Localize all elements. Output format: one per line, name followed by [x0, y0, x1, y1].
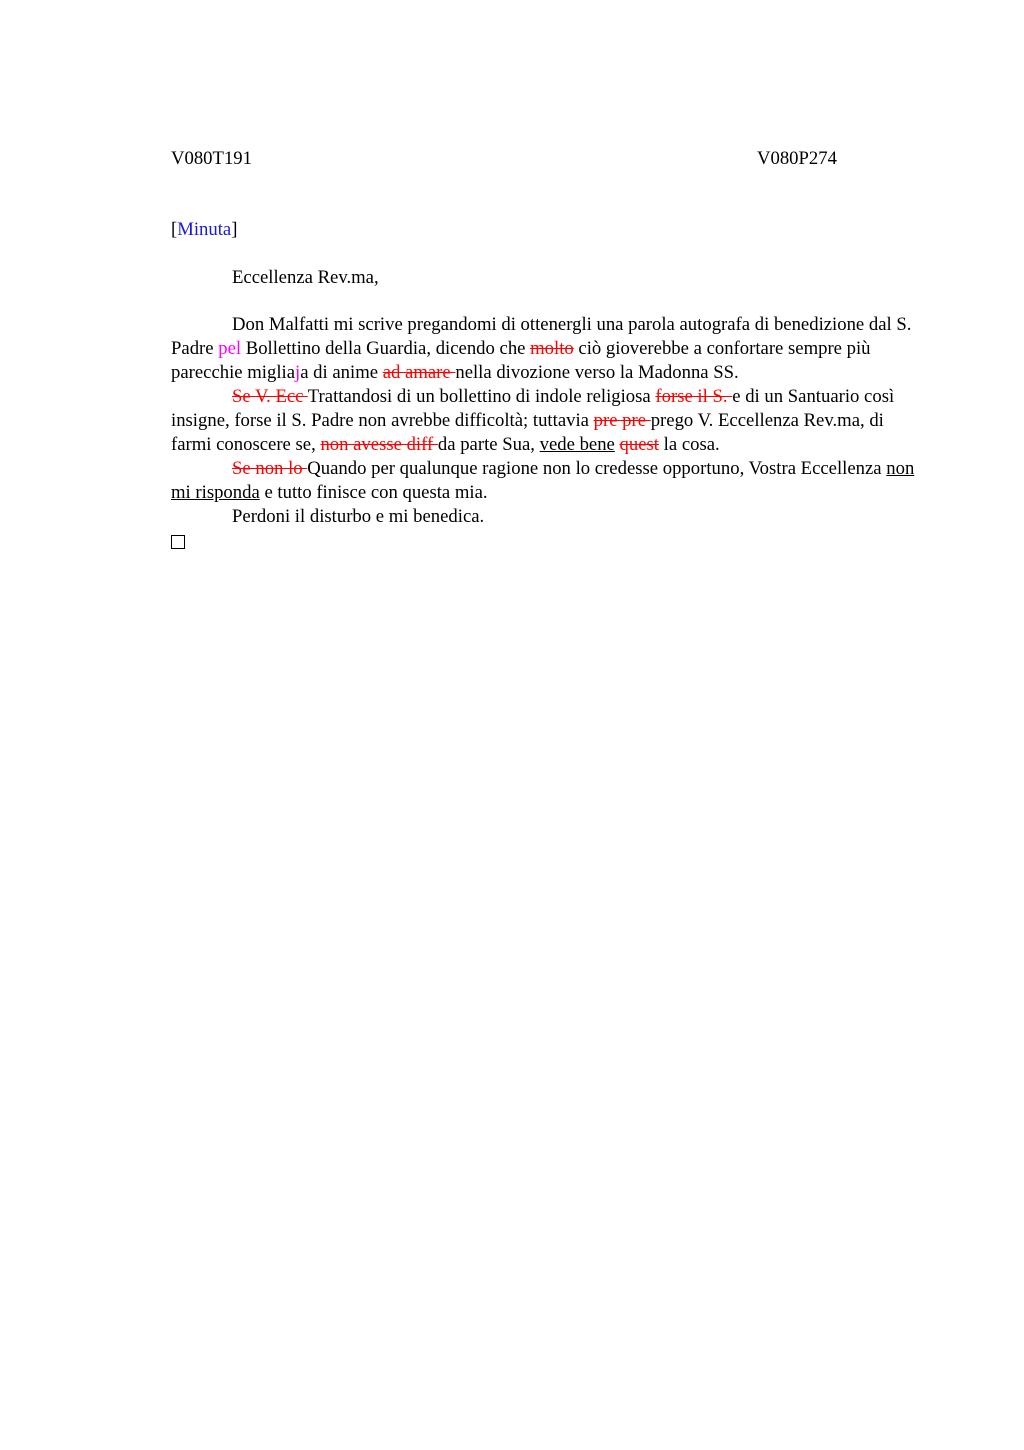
deletion: pre pre: [593, 410, 651, 431]
minuta-text: Minuta: [177, 219, 232, 240]
bracket-close: ]: [231, 219, 238, 240]
text: Bollettino della Guardia, dicendo che: [241, 338, 531, 359]
deletion: forse il S.: [655, 386, 733, 407]
text: nella divozione verso la Madonna SS.: [455, 362, 739, 383]
underlined-text: vede bene: [539, 434, 615, 455]
text: Trattandosi di un bollettino di indole religiosa: [307, 386, 656, 407]
text: prego V. Eccellenza Rev.ma, di farmi conoscere se,: [171, 410, 884, 455]
document-code-right: V080P274: [757, 148, 837, 169]
end-marker: [171, 529, 923, 556]
deletion: non avesse diff: [320, 434, 438, 455]
insertion: j: [295, 362, 301, 383]
paragraph-4: Perdoni il disturbo e mi benedica.: [232, 506, 485, 527]
text: Quando per qualunque ragione non lo credesse opportuno, Vostra Eccellenza: [307, 458, 887, 479]
deletion: Se non lo: [232, 458, 308, 479]
document-code-left: V080T191: [171, 148, 252, 169]
paragraph-3: [171, 457, 923, 505]
deletion: quest: [619, 434, 659, 455]
text: e di un Santuario così insigne, forse il S. Padre non avrebbe difficoltà; tuttavia: [171, 386, 895, 431]
text: da parte Sua,: [437, 434, 540, 455]
text: ciò gioverebbe a confortare sempre più parecchie miglia: [171, 338, 871, 383]
text: a di anime: [300, 362, 383, 383]
text: Don Malfatti mi scrive pregandomi di ottenergli una parola autografa di benedizione dal S. Padre: [171, 314, 912, 359]
text: e tutto finisce con questa mia.: [259, 482, 488, 503]
minuta-label: [171, 218, 237, 242]
deletion: ad amare: [382, 362, 456, 383]
underlined-text: non mi risponda: [171, 458, 915, 503]
deletion: molto: [530, 338, 574, 359]
salutation: Eccellenza Rev.ma,: [232, 267, 379, 288]
paragraph-2: [171, 385, 923, 457]
letter-body: [171, 313, 923, 556]
bracket-open: [: [171, 219, 178, 240]
deletion: Se V. Ecc: [232, 386, 308, 407]
insertion: pel: [218, 338, 242, 359]
paragraph-1: [171, 313, 923, 385]
square-icon: [171, 535, 185, 549]
text: la cosa.: [658, 434, 720, 455]
